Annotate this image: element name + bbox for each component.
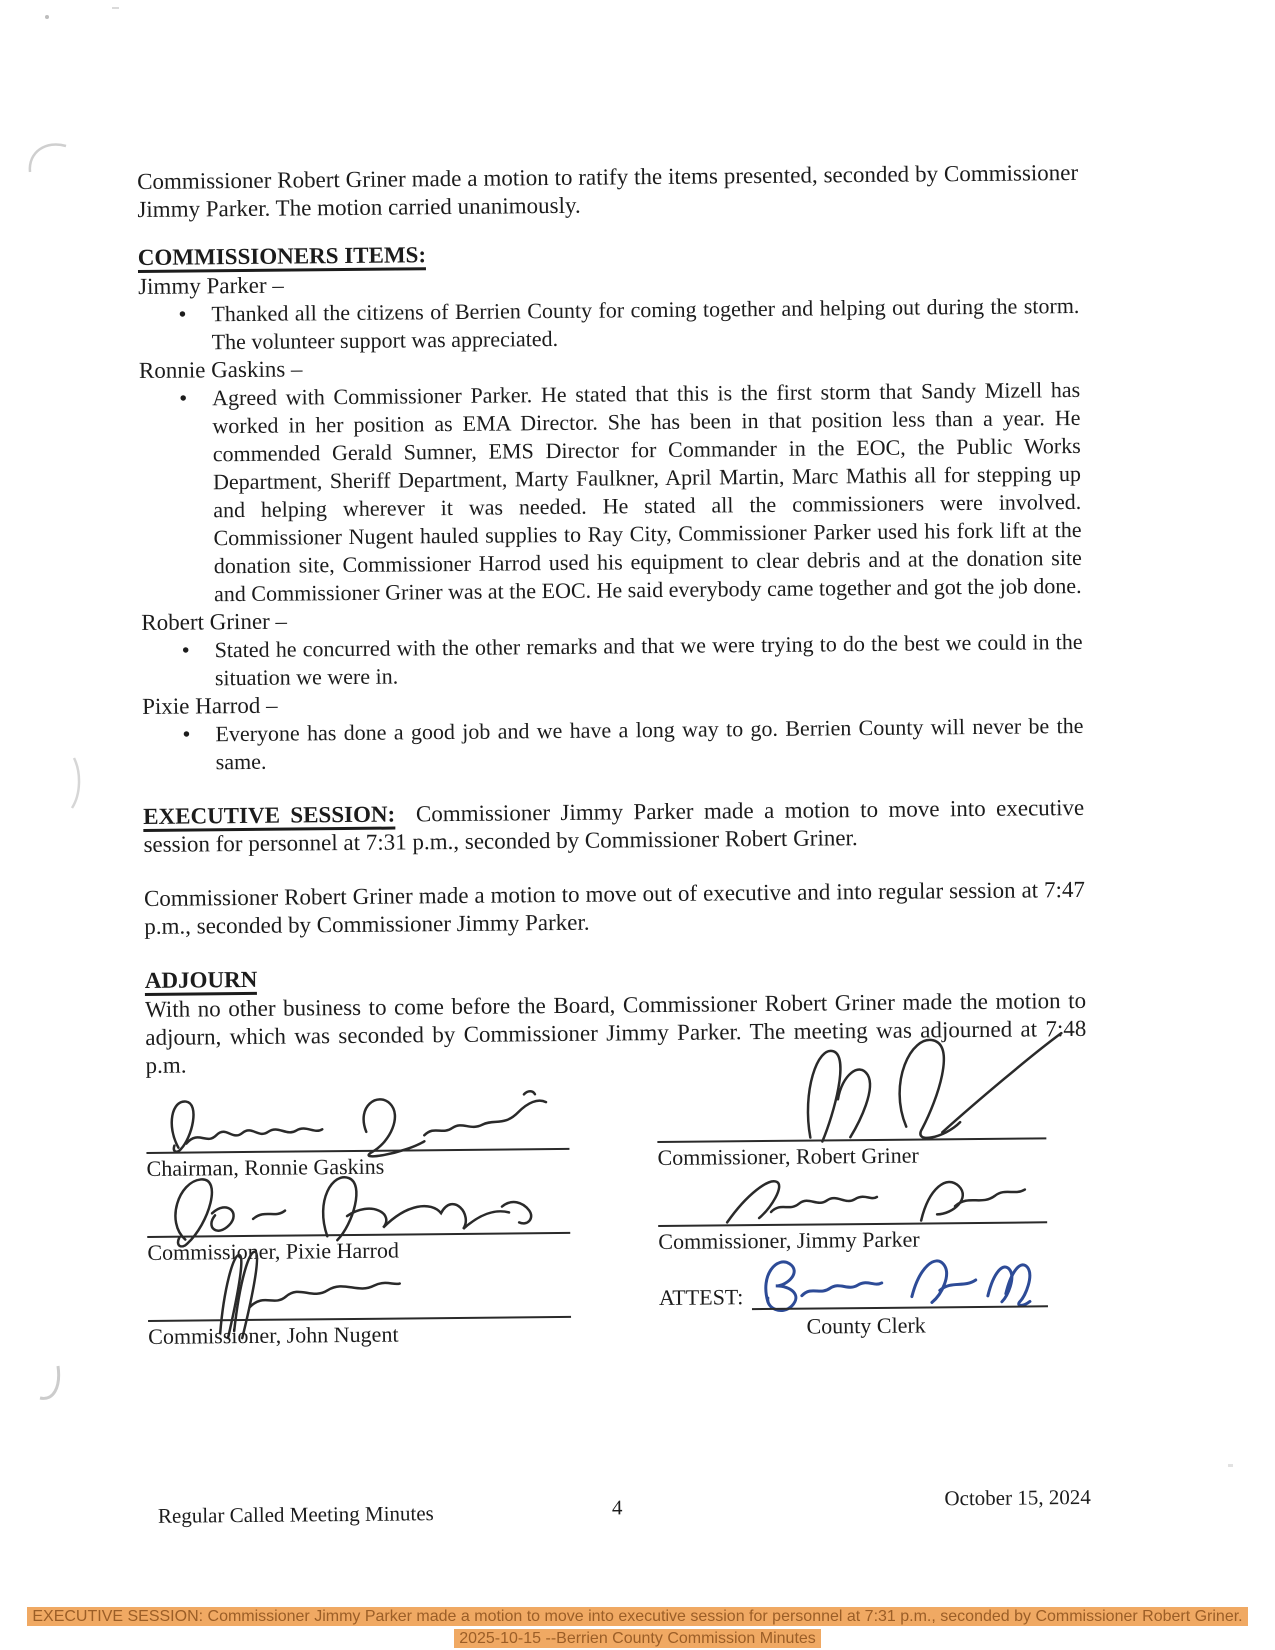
footer-page-number: 4 [611,1495,623,1520]
page-footer [150,1484,1091,1528]
executive-session-paragraph [143,794,1084,859]
bullet-text: • Thanked all the citizens of Berrien County for coming together and helping out during the storm. The volunteer support was appreciated. [211,292,1080,355]
signature-label-pixie-harrod: Commissioner, Pixie Harrod [147,1237,400,1265]
commissioner-name: Pixie Harrod – [142,692,278,719]
attest-label: ATTEST: [658,1284,744,1311]
bullet-text: • Agreed with Commissioner Parker. He stated that this is the first storm that Sandy Mizell has worked in her position as EMA Director. She has been in that position less than a year. He commended Gerald Sumner, EMS Director for Commander in the EOC, the Public Works Department, Sheriff Department, Marty Faulkner, April Martin, Marc Mathis all for stepping up and helping wherever it was needed. He stated all the commissioners were involved. Commissioner Nugent hauled supplies to Ray City, Commissioner Parker used his fork lift at the donation site, Commissioner Harrod used his equipment to clear debris and at the donation site and Commissioner Griner was at the EOC. He said everybody came together and got the job done. [212,376,1082,607]
highlight-text-source: 2025-10-15 --Berrien County Commission Minutes [454,1629,821,1648]
commissioner-name: Jimmy Parker – [138,272,284,299]
signature-label-county-clerk: County Clerk [806,1312,926,1339]
bullet-item [142,628,1083,693]
commissioner-name: Ronnie Gaskins – [138,356,303,383]
signature-label-chairman: Chairman, Ronnie Gaskins [146,1153,385,1181]
signature-label-jimmy-parker: Commissioner, Jimmy Parker [658,1226,920,1255]
commissioners-items-heading: COMMISSIONERS ITEMS: [138,235,1079,273]
highlight-annotation-bar [0,1606,1275,1650]
bullet-text: • Everyone has done a good job and we have a long way to go. Berrien County will never be the same. [215,712,1084,775]
bullet-item [142,712,1083,777]
bullet-text: • Stated he concurred with the other remarks and that we were trying to do the best we could in the situation we were in. [214,628,1083,691]
intro-paragraph: Commissioner Robert Griner made a motion to ratify the items presented, seconded by Commissioner Jimmy Parker. The motion carried unanimously. [137,159,1079,222]
signature-jimmy-parker [707,1161,1038,1228]
bullet-item [139,376,1082,609]
highlight-text-executive-session: EXECUTIVE SESSION: Commissioner Jimmy Parker made a motion to move into executive session for personnel at 7:31 p.m., seconded by Commissioner Robert Griner. [27,1607,1247,1626]
signature-robert-griner [745,1025,1066,1146]
commissioner-item-robert-griner [141,600,1083,693]
adjourn-heading: ADJOURN [145,958,1086,996]
executive-session-heading: EXECUTIVE SESSION: [143,802,395,832]
signature-label-robert-griner: Commissioner, Robert Griner [657,1142,919,1171]
footer-document-title: Regular Called Meeting Minutes [157,1501,434,1528]
document-body [137,159,1092,1588]
signature-county-clerk [743,1243,1044,1314]
executive-session-text: Commissioner Jimmy Parker made a motion to move into executive session for personnel at 7:31 p.m., seconded by Commissioner Robert Griner. [143,794,1085,857]
adjourn-paragraph: With no other business to come before the Board, Commissioner Robert Griner made the motion to adjourn, which was seconded by Commissioner Jimmy Parker. The meeting was adjourned at 7:48 p.m. [144,987,1087,1078]
commissioner-item-jimmy-parker [138,264,1080,357]
executive-session-second-paragraph: Commissioner Robert Griner made a motion to move out of executive and into regular session at 7:47 p.m., seconded by Commissioner Jimmy Parker. [143,876,1086,939]
bullet-item [138,292,1079,357]
commissioner-item-ronnie-gaskins [139,348,1082,609]
signature-label-john-nugent: Commissioner, John Nugent [148,1321,399,1349]
footer-date: October 15, 2024 [944,1484,1091,1511]
highlight-line-2 [0,1628,1275,1650]
commissioner-name: Robert Griner – [141,608,288,635]
commissioner-item-pixie-harrod [142,684,1084,777]
highlight-line-1 [0,1606,1275,1628]
